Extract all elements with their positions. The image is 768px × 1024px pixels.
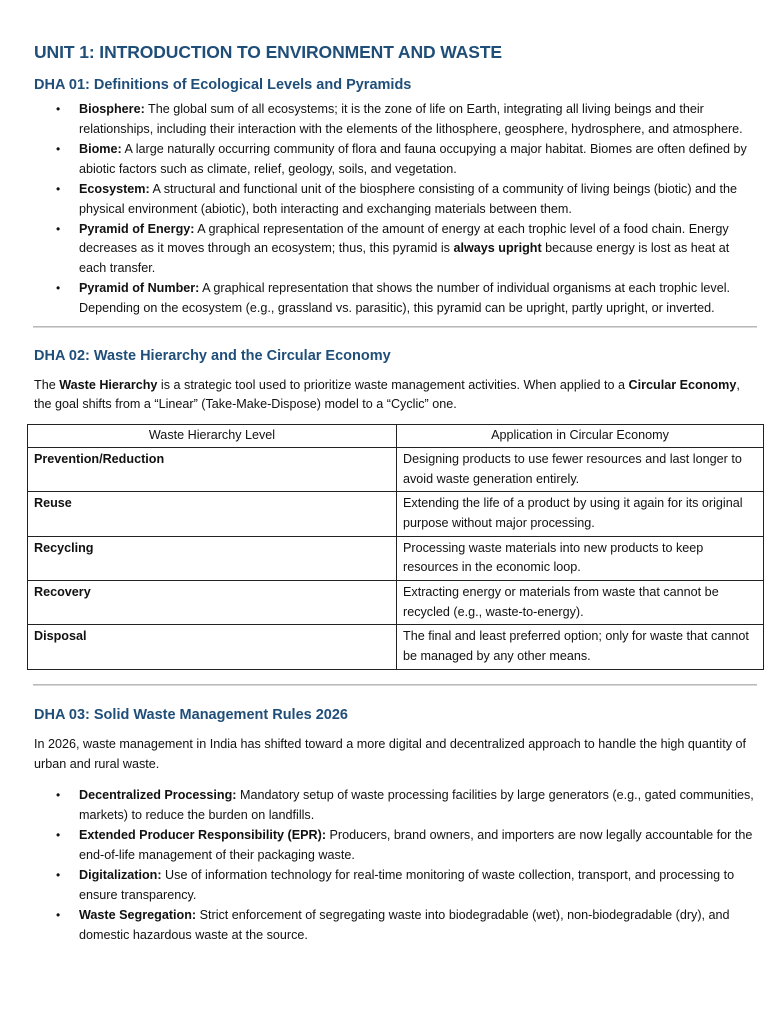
list-item	[34, 100, 758, 139]
list-item	[34, 180, 758, 219]
hierarchy-level: Reuse	[28, 492, 397, 536]
bullet-icon: •	[56, 868, 61, 883]
definition: Use of information technology for real-time monitoring of waste collection, transport, and processing to ensure transparency.	[79, 868, 735, 902]
definition: A structural and functional unit of the biosphere consisting of a community of living beings (biotic) and the physical environment (abiotic), both interacting and exchanging materials between them.	[79, 181, 738, 216]
section-intro: In 2026, waste management in India has shifted toward a more digital and decentralized approach to handle the high quantity of urban and rural waste.	[34, 736, 747, 771]
bullet-icon: •	[56, 828, 61, 843]
section-heading-dha03: DHA 03: Solid Waste Management Rules 2026	[34, 706, 348, 723]
bullet-icon: •	[56, 788, 61, 803]
section-heading-dha01: DHA 01: Definitions of Ecological Levels and Pyramids	[34, 77, 412, 93]
term: Waste Segregation:	[79, 908, 197, 922]
list-item	[34, 220, 758, 279]
definition: Producers, brand owners, and importers are now legally accountable for the end-of-life management of their packaging waste.	[79, 828, 753, 862]
bullet-icon: •	[56, 181, 61, 196]
term: Digitalization:	[79, 868, 162, 883]
term: Biome:	[79, 141, 122, 156]
definition: A graphical representation that shows the number of individual organisms at each trophic level. Depending on the ecosystem (e.g., grassland vs. parasitic), this pyramid can be upright, partly upright, or inverted.	[79, 281, 731, 316]
bullet-icon: •	[56, 102, 61, 116]
definition-cont: because energy is lost as heat at each transfer.	[79, 241, 730, 276]
list-item	[34, 140, 758, 179]
list-item	[34, 786, 758, 825]
term: Extended Producer Responsibility (EPR):	[79, 828, 327, 843]
list-item	[34, 906, 758, 945]
table-row	[28, 447, 764, 491]
section-intro	[34, 376, 758, 415]
waste-hierarchy-table	[27, 424, 764, 670]
definition: A large naturally occurring community of flora and fauna occupying a major habitat. Biomes are often defined by abiotic factors such as climate, relief, geology, soils, and vegetation.	[79, 141, 747, 176]
definition: A graphical representation of the amount of energy at each trophic level of a food chain. Energy decreases as it moves through an ecosystem; thus, this pyramid is	[79, 221, 729, 256]
intro-emphasis: Circular Economy	[628, 377, 737, 392]
table-row	[28, 625, 764, 669]
horizontal-divider	[33, 684, 757, 686]
intro-emphasis: Waste Hierarchy	[59, 377, 158, 392]
term: Pyramid of Number:	[79, 281, 200, 296]
hierarchy-level: Disposal	[28, 625, 397, 669]
term: Decentralized Processing:	[79, 788, 237, 803]
table-header-row	[28, 425, 764, 448]
column-header: Waste Hierarchy Level	[28, 425, 397, 448]
term: Pyramid of Energy:	[79, 221, 195, 236]
list-item	[34, 279, 758, 318]
intro-text: , the goal shifts from a “Linear” (Take-Make-Dispose) model to a “Cyclic” one.	[34, 377, 740, 412]
definitions-list	[34, 100, 758, 319]
application: Extending the life of a product by using it again for its original purpose without major processing.	[397, 492, 764, 536]
page-title: UNIT 1: INTRODUCTION TO ENVIRONMENT AND WASTE	[34, 42, 503, 62]
bullet-icon: •	[56, 281, 61, 296]
definition: The global sum of all ecosystems; it is the zone of life on Earth, integrating all living beings and their relationships, including their interaction with the elements of the lithosphere, geosphere, hydrosphere, and atmosphere.	[79, 102, 743, 136]
definition: Strict enforcement of segregating waste into biodegradable (wet), non-biodegradable (dry), and domestic hazardous waste at the source.	[79, 908, 730, 942]
application: Designing products to use fewer resources and last longer to avoid waste generation entirely.	[397, 447, 764, 491]
hierarchy-level: Recycling	[28, 536, 397, 580]
application: Extracting energy or materials from waste that cannot be recycled (e.g., waste-to-energy).	[397, 581, 764, 625]
intro-text: The	[34, 377, 60, 392]
bullet-icon: •	[56, 141, 61, 156]
emphasis: always upright	[453, 241, 542, 256]
application: The final and least preferred option; only for waste that cannot be managed by any other means.	[397, 625, 764, 669]
column-header: Application in Circular Economy	[397, 425, 764, 448]
list-item	[34, 866, 758, 905]
bullet-icon: •	[56, 221, 61, 236]
bullet-icon: •	[56, 908, 61, 922]
term: Ecosystem:	[79, 181, 150, 196]
document-page	[34, 40, 758, 946]
hierarchy-level: Recovery	[28, 581, 397, 625]
intro-text: is a strategic tool used to prioritize waste management activities. When applied to a	[157, 377, 629, 392]
section-heading-dha02: DHA 02: Waste Hierarchy and the Circular Economy	[34, 347, 391, 364]
table-row	[28, 581, 764, 625]
definition: Mandatory setup of waste processing facilities by large generators (e.g., gated communities, markets) to reduce the burden on landfills.	[79, 788, 754, 822]
hierarchy-level: Prevention/Reduction	[28, 447, 397, 491]
horizontal-divider	[33, 326, 757, 328]
term: Biosphere:	[79, 102, 145, 116]
application: Processing waste materials into new products to keep resources in the economic loop.	[397, 536, 764, 580]
table-row	[28, 492, 764, 536]
table-row	[28, 536, 764, 580]
rules-list	[34, 786, 758, 945]
list-item	[34, 826, 758, 865]
